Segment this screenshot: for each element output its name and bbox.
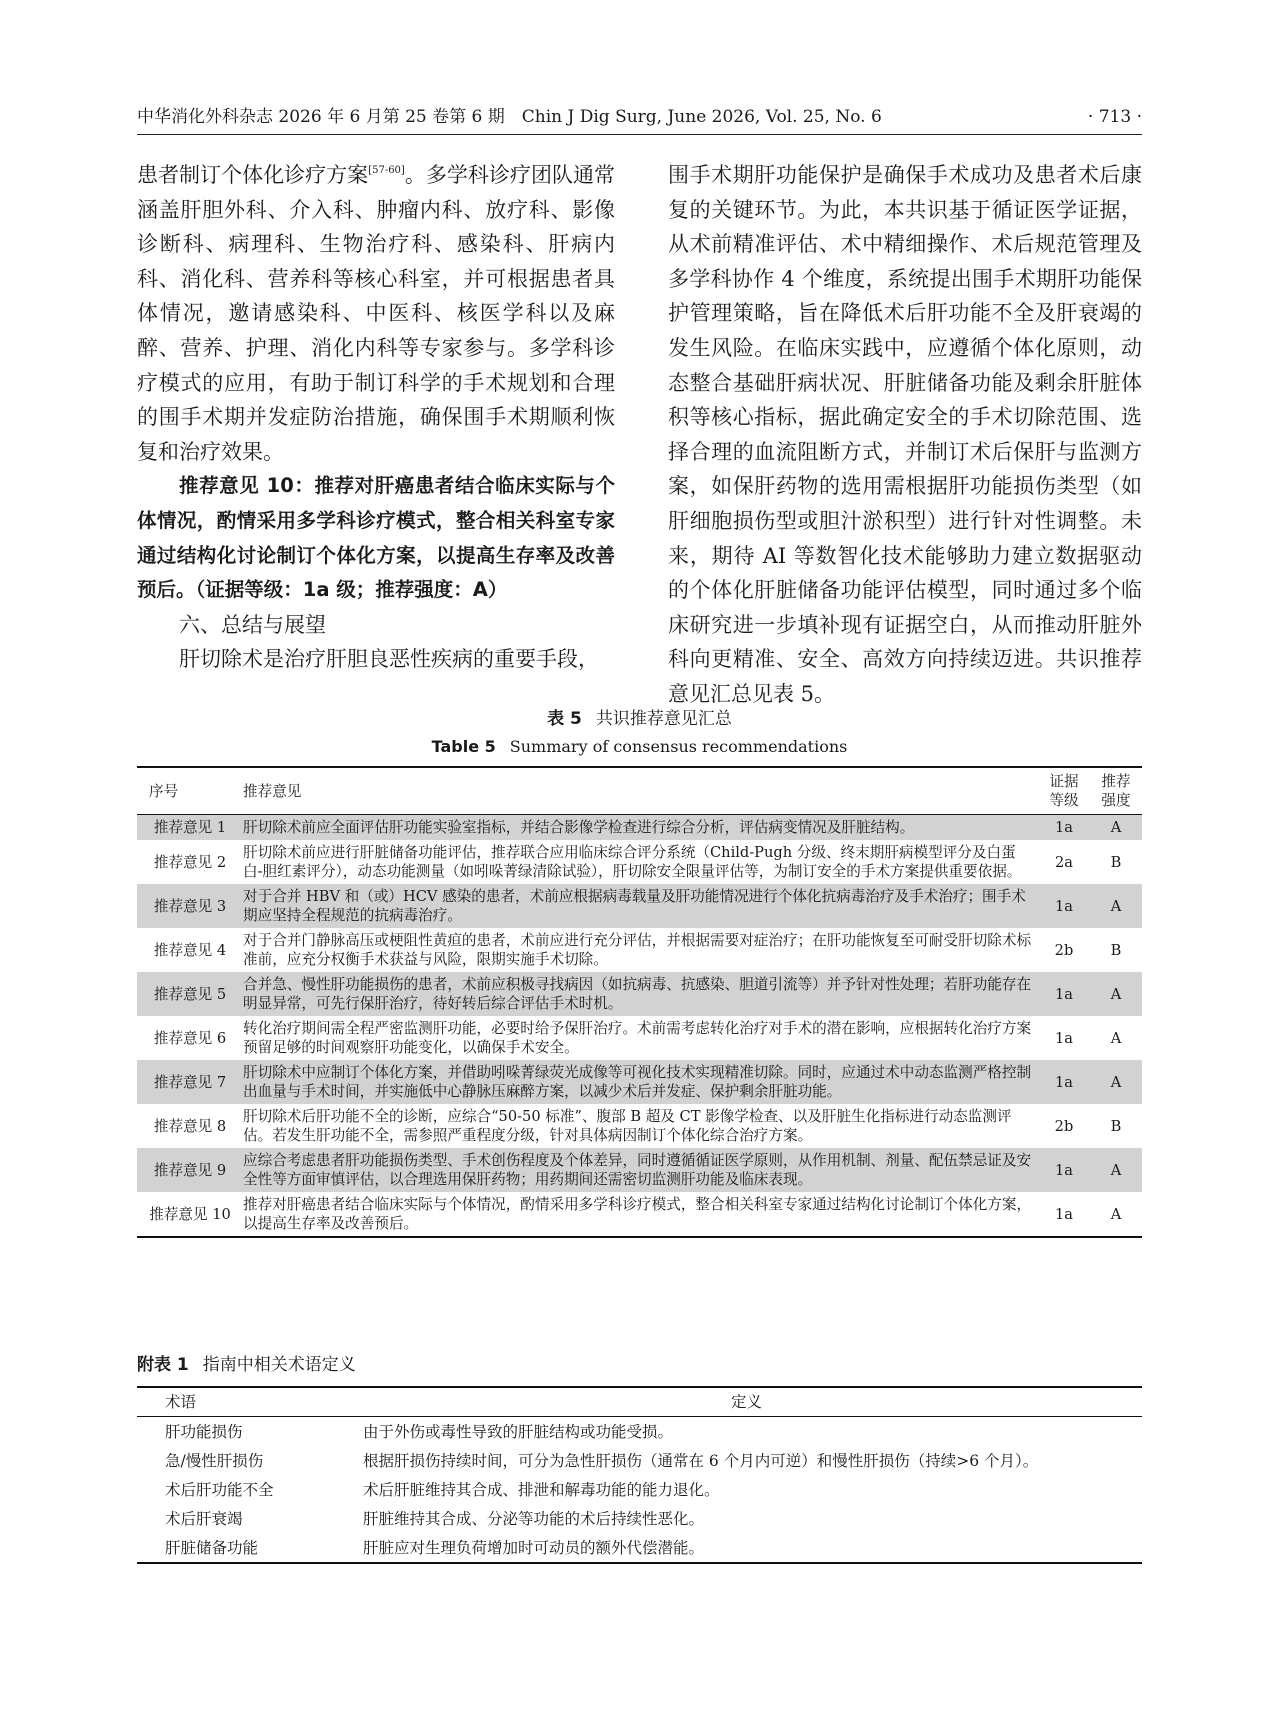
row-evidence: 1a: [1055, 1029, 1073, 1047]
row-number: 推荐意见 5: [137, 972, 237, 1016]
row-evidence: 1a: [1038, 1148, 1090, 1192]
row-number: 推荐意见 6: [153, 1029, 227, 1047]
row-evidence: 2b: [1054, 1117, 1074, 1135]
row-number: 推荐意见 9: [137, 1148, 237, 1192]
row-evidence: 1a: [1038, 1060, 1090, 1104]
table-header-row: [137, 767, 1142, 815]
table-row: [137, 1148, 1142, 1192]
row-strength: B: [1110, 1117, 1122, 1135]
row-term: 术后肝功能不全: [165, 1480, 274, 1499]
row-definition: 肝脏应对生理负荷增加时可动员的额外代偿潜能。: [363, 1538, 705, 1557]
row-text: 推荐对肝癌患者结合临床实际与个体情况，酌情采用多学科诊疗模式，整合相关科室专家通过结构化讨论制订个体化方案，以提高生存率及改善预后。: [243, 1196, 1032, 1232]
appendix1-caption: 附表 1 指南中相关术语定义: [137, 1355, 356, 1375]
paragraph-mdt: 患者制订个体化诊疗方案[57-60]。多学科诊疗团队通常涵盖肝胆外科、介入科、肿瘤内科、放疗科、影像诊断科、病理科、生物治疗科、感染科、肝病内科、消化科、营养科等核心科室，并可根据患者具体情况，邀请感染科、中医科、核医学科以及麻醉、营养、护理、消化内科等专家参与。多学科诊疗模式的应用，有助于制订科学的手术规划和合理的围手术期并发症防治措施，确保围手术期顺利恢复和治疗效果。: [137, 163, 615, 464]
table-row: [137, 1060, 1142, 1104]
row-term: 急/慢性肝损伤: [165, 1451, 264, 1470]
citation-ref: [57-60]: [368, 165, 405, 176]
row-term: 肝脏储备功能: [165, 1538, 259, 1557]
row-number: 推荐意见 2: [153, 853, 227, 871]
header-num: 序号: [137, 767, 237, 815]
table-row: [137, 1475, 1142, 1504]
appendix1-table: [137, 1386, 1142, 1564]
paragraph-summary: 围手术期肝功能保护是确保手术成功及患者术后康复的关键环节。为此，本共识基于循证医学证据，从术前精准评估、术中精细操作、术后规范管理及多学科协作 4 个维度，系统提出围手术期肝功能保护管理策略，旨在降低术后肝功能不全及肝衰竭的发生风险。在临床实践中，应遵循个体化原则，动态整合基础肝病状况、肝脏储备功能及剩余肝脏体积等核心指标，据此确定安全的手术切除范围、选择合理的血流阻断方式，并制订术后保肝与监测方案，如保肝药物的选用需根据肝功能损伤类型（如肝细胞损伤型或胆汁淤积型）进行针对性调整。未来，期待 AI 等数智化技术能够助力建立数据驱动的个体化肝脏储备功能评估模型，同时通过多个临床研究进一步填补现有证据空白，从而推动肝脏外科向更精准、安全、高效方向持续迈进。共识推荐意见汇总见表 5。: [668, 163, 1142, 706]
row-evidence: 1a: [1038, 815, 1090, 841]
header-strength: 推荐 强度: [1090, 767, 1142, 815]
row-strength: A: [1090, 1148, 1142, 1192]
table-row: [137, 1192, 1142, 1237]
table-row: [137, 1104, 1142, 1148]
row-strength: B: [1110, 941, 1122, 959]
journal-citation: 中华消化外科杂志 2026 年 6 月第 25 卷第 6 期 Chin J Dig Surg, June 2026, Vol. 25, No. 6: [137, 107, 882, 127]
table-row: [137, 928, 1142, 972]
table-row: [137, 884, 1142, 928]
row-term: 肝功能损伤: [165, 1422, 243, 1441]
header-term: 术语: [137, 1387, 351, 1417]
page-number: · 713 ·: [1087, 107, 1142, 127]
row-text: 肝切除术前应进行肝脏储备功能评估，推荐联合应用临床综合评分系统（Child-Pugh 分级、终末期肝病模型评分及白蛋白-胆红素评分），动态功能测量（如吲哚菁绿清除试验），肝切除安全限量评估等，为制订安全的手术方案提供重要依据。: [243, 844, 1022, 880]
row-strength: A: [1090, 972, 1142, 1016]
row-strength: A: [1110, 1205, 1122, 1223]
row-text: 转化治疗期间需全程严密监测肝功能，必要时给予保肝治疗。术前需考虑转化治疗对手术的潜在影响，应根据转化治疗方案预留足够的时间观察肝功能变化，以确保手术安全。: [243, 1020, 1032, 1056]
row-text: 应综合考虑患者肝功能损伤类型、手术创伤程度及个体差异，同时遵循循证医学原则，从作用机制、剂量、配伍禁忌证及安全性等方面审慎评估，以合理选用保肝药物；用药期间还需密切监测肝功能及临床表现。: [237, 1148, 1038, 1192]
right-column: [668, 158, 1142, 712]
row-text: 合并急、慢性肝功能损伤的患者，术前应积极寻找病因（如抗病毒、抗感染、胆道引流等）并予针对性处理；若肝功能存在明显异常，可先行保肝治疗，待好转后综合评估手术时机。: [237, 972, 1038, 1016]
header-text: 推荐意见: [237, 767, 1038, 815]
row-definition: 术后肝脏维持其合成、排泄和解毒功能的能力退化。: [363, 1480, 720, 1499]
row-number: 推荐意见 7: [137, 1060, 237, 1104]
row-number: 推荐意见 3: [137, 884, 237, 928]
row-evidence: 1a: [1038, 884, 1090, 928]
left-column: [137, 158, 615, 677]
row-evidence: 2b: [1054, 941, 1074, 959]
row-evidence: 2a: [1055, 853, 1073, 871]
table-row: [137, 972, 1142, 1016]
row-term: 术后肝衰竭: [165, 1509, 243, 1528]
row-strength: A: [1090, 815, 1142, 841]
table-row: [137, 1446, 1142, 1475]
row-strength: B: [1110, 853, 1122, 871]
row-strength: A: [1090, 1060, 1142, 1104]
header-rule: [137, 134, 1142, 135]
row-definition: 由于外伤或毒性导致的肝脏结构或功能受损。: [363, 1422, 674, 1441]
row-text: 肝切除术中应制订个体化方案，并借助吲哚菁绿荧光成像等可视化技术实现精准切除。同时，应通过术中动态监测严格控制出血量与手术时间，并实施低中心静脉压麻醉方案，以减少术后并发症、保护剩余肝脏功能。: [237, 1060, 1038, 1104]
row-evidence: 1a: [1055, 1205, 1073, 1223]
row-evidence: 1a: [1038, 972, 1090, 1016]
row-definition: 肝脏维持其合成、分泌等功能的术后持续性恶化。: [363, 1509, 705, 1528]
header-evidence: 证据 等级: [1038, 767, 1090, 815]
row-text: 肝切除术前应全面评估肝功能实验室指标，并结合影像学检查进行综合分析，评估病变情况及肝脏结构。: [237, 815, 1038, 841]
row-number: 推荐意见 1: [137, 815, 237, 841]
row-strength: A: [1110, 1029, 1122, 1047]
row-text: 肝切除术后肝功能不全的诊断，应综合“50-50 标准”、腹部 B 超及 CT 影像学检查、以及肝脏生化指标进行动态监测评估。若发生肝功能不全，需参照严重程度分级，针对具体病因制订个体化综合治疗方案。: [243, 1108, 1012, 1144]
header-definition: 定义: [351, 1387, 1142, 1417]
row-number: 推荐意见 4: [153, 941, 227, 959]
table-row: [137, 1504, 1142, 1533]
row-text: 对于合并 HBV 和（或）HCV 感染的患者，术前应根据病毒载量及肝功能情况进行个体化抗病毒治疗及手术治疗；围手术期应坚持全程规范的抗病毒治疗。: [237, 884, 1038, 928]
table-row: [137, 815, 1142, 841]
row-number: 推荐意见 8: [153, 1117, 227, 1135]
running-header: [137, 103, 1142, 131]
table-row: [137, 1417, 1142, 1447]
table5-caption-cn: 表 5 共识推荐意见汇总: [547, 709, 732, 729]
table-row: [137, 840, 1142, 884]
row-text: 对于合并门静脉高压或梗阻性黄疸的患者，术前应进行充分评估，并根据需要对症治疗；在肝功能恢复至可耐受肝切除术标准前，应充分权衡手术获益与风险，限期实施手术切除。: [243, 932, 1032, 968]
paragraph-summary-start: 肝切除术是治疗肝胆良恶性疾病的重要手段，: [179, 647, 599, 672]
table5-caption-en: Table 5 Summary of consensus recommendations: [431, 737, 848, 756]
recommendation-10: 推荐意见 10：推荐对肝癌患者结合临床实际与个体情况，酌情采用多学科诊疗模式，整合相关科室专家通过结构化讨论制订个体化方案，以提高生存率及改善预后。（证据等级：1a 级；推荐强度：A）: [137, 474, 615, 602]
table-header-row: [137, 1387, 1142, 1417]
table-row: [137, 1533, 1142, 1563]
row-number: 推荐意见 10: [149, 1205, 231, 1223]
table-row: [137, 1016, 1142, 1060]
row-definition: 根据肝损伤持续时间，可分为急性肝损伤（通常在 6 个月内可逆）和慢性肝损伤（持续>6 个月）。: [363, 1451, 1039, 1470]
section-heading: 六、总结与展望: [179, 612, 326, 637]
table5: [137, 766, 1142, 1238]
row-strength: A: [1090, 884, 1142, 928]
